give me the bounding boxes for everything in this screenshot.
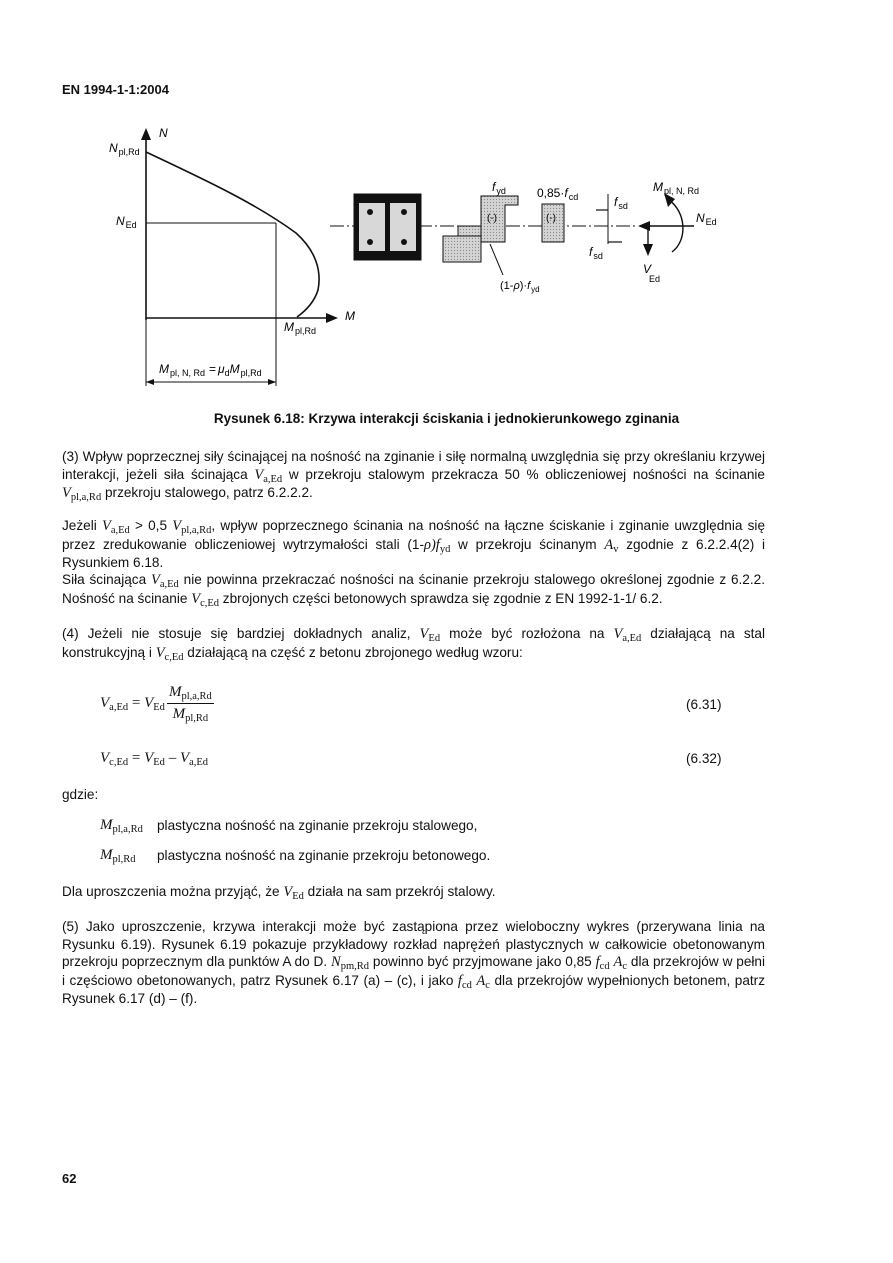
definition-text: plastyczna nośność na zginanie przekroju stalowego, [157, 818, 478, 833]
paragraph-sila: Siła ścinająca $V_{a,Ed}$ nie powinna przekraczać nośności na ścinanie przekroju stalowego określonej zgodnie z 6.2.2. Nośność na ścinanie $V_{c,Ed}$ zbrojonych części betonowych sprawdza się zgodnie z EN 1992-1-1/ 6.2. [62, 572, 765, 609]
minus-concrete: (-) [546, 213, 556, 224]
m-pl-rd-label: $M_{pl,Rd}$ [284, 320, 317, 336]
interaction-graph [109, 126, 355, 386]
concrete-stress-block [537, 186, 578, 242]
equation-number-6-32: (6.32) [686, 751, 722, 766]
figure-caption: Rysunek 6.18: Krzywa interakcji ściskania i jednokierunkowego zginania [213, 411, 680, 426]
interaction-figure [0, 0, 893, 400]
paragraph-5: (5) Jako uproszczenie, krzywa interakcji może być zastąpiona przez wieloboczny wykres (przerywana linia na Rysunku 6.19). Rysunek 6.19 pokazuje przykładowy rozkład naprężeń plastycznych w całkowicie obetonowanym przekroju poprzecznym dla punktów A do D. $N_{pm,Rd}$ powinno być przyjmowane jako 0,85 $f_{cd}$ $A_c$ dla przekrojów w pełni i częściowo obetonowanych, patrz Rysunek 6.17 (a) – (c), i jako $f_{cd}$ $A_c$ dla przekrojów wypełnionych betonem, patrz Rysunek 6.17 (d) – (f). [62, 919, 766, 1007]
fcd-label: $0,85\cdot f_{cd}$ [537, 186, 579, 202]
fsd-top-label: $f_{sd}$ [614, 195, 628, 211]
m-axis-arrow [326, 313, 338, 323]
n-axis-label: N [159, 126, 168, 140]
action-n-ed-label: $N_{Ed}$ [696, 211, 717, 227]
equation-6-32: $V_{c,Ed} = V_{Ed} - V_{a,Ed}$ [100, 750, 209, 768]
v-ed-arrowhead [643, 244, 653, 256]
equation-6-31: $V_{a,Ed} = V_{Ed}$ $\frac{M_{pl,a,Rd}}{M_{pl,Rd}}$ [100, 684, 212, 724]
n-ed-label: $N_{Ed}$ [116, 214, 137, 230]
document-header: EN 1994-1-1:2004 [62, 82, 169, 97]
gdzie-label: gdzie: [62, 787, 99, 802]
page-number: 62 [62, 1171, 77, 1186]
dim-arrow-right [268, 379, 276, 385]
reinforcement-stress [589, 194, 628, 261]
n-axis-arrow [141, 128, 151, 140]
rho-fyd-label: $(1-\rho)\cdot f_{yd}$ [500, 280, 540, 294]
minus-steel: (-) [487, 213, 497, 224]
n-pl-rd-label: $N_{pl,Rd}$ [109, 141, 140, 157]
paragraph-simplification: Dla uproszczenia można przyjąć, że $V_{Ed}$ działa na sam przekrój stalowy. [62, 884, 496, 902]
paragraph-jezeli: Jeżeli $V_{a,Ed} > 0,5$ $V_{pl,a,Rd}$, wpływ poprzecznego ścinania na nośność na łączne ściskanie i zginanie uwzględnia się przez zredukowanie obliczeniowej wytrzymałości stali $(1-\rho)f_{yd}$ w przekroju ścinanym $A_v$ zgodnie z 6.2.2.4(2) i Rysunkiem 6.18. [62, 518, 766, 571]
interaction-curve [146, 152, 319, 317]
paragraph-4: (4) Jeżeli nie stosuje się bardziej dokładnych analiz, $V_{Ed}$ może być rozłożona na $V_{a,Ed}$ działającą na stal konstrukcyjną i $V_{c,Ed}$ działającą na część z betonu zbrojonego według wzoru: [62, 626, 765, 663]
paragraph-3: (3) Wpływ poprzecznej siły ścinającej na nośność na zginanie i siłę normalną uwzględnia się przy określaniu krzywej interakcji, jeżeli siła ścinająca $V_{a,Ed}$ w przekroju stalowym przekracza 50 % obliczeniowej nośności na ścinanie $V_{pl,a,Rd}$ przekroju stalowego, patrz 6.2.2.2. [62, 449, 765, 504]
actions [638, 180, 717, 284]
m-pl-n-rd-label: $M_{pl, N, Rd}$ [653, 180, 700, 196]
m-axis-label: M [345, 309, 355, 323]
definition-symbol: $M_{pl,a,Rd}$ [100, 817, 143, 835]
equation-number-6-31: (6.31) [686, 697, 722, 712]
dim-arrow-left [146, 379, 154, 385]
steel-stress-block [443, 180, 540, 294]
definition-text: plastyczna nośność na zginanie przekroju betonowego. [157, 848, 491, 863]
fyd-label: $f_{yd}$ [492, 180, 506, 196]
fsd-bottom-label: $f_{sd}$ [589, 245, 603, 261]
dim-formula: $M_{pl, N, Rd} = \mu_dM_{pl,Rd}$ [159, 362, 262, 378]
v-ed-label: V Ed [643, 262, 661, 284]
definition-symbol: $M_{pl,Rd}$ [100, 847, 136, 865]
